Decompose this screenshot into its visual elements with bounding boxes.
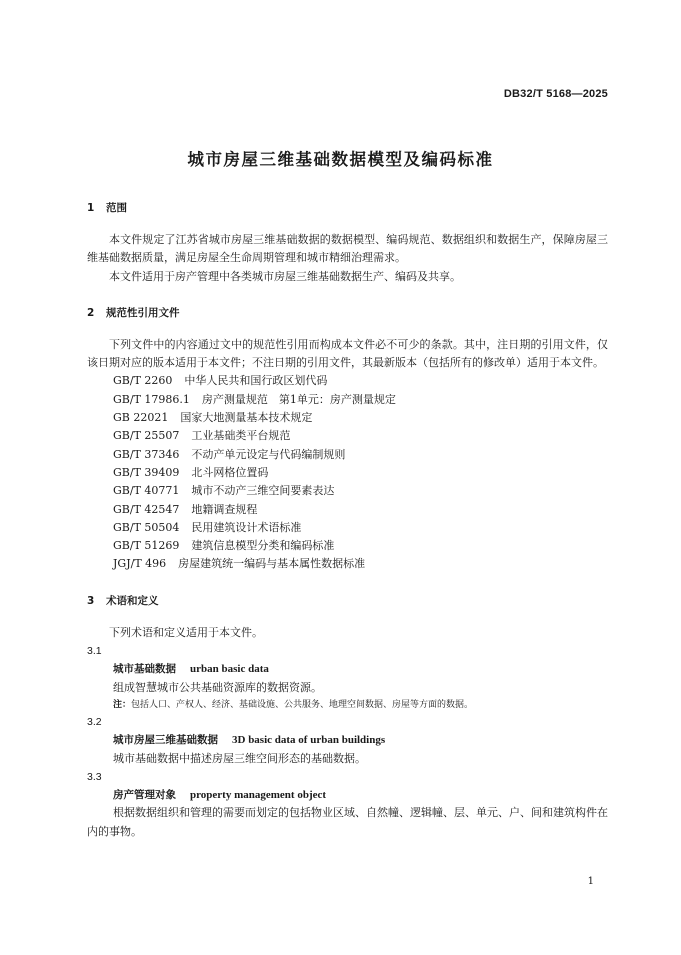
section-number: 2 xyxy=(87,306,95,319)
term-definition: 组成智慧城市公共基础资源库的数据资源。 xyxy=(113,680,322,694)
term-zh: 城市基础数据 xyxy=(113,663,176,676)
reference-code: GB/T 25507 xyxy=(113,429,180,443)
reference-name: 北斗网格位置码 xyxy=(191,465,269,479)
reference-name: 不动产单元设定与代码编制规则 xyxy=(191,447,346,461)
reference-code: GB/T 17986.1 xyxy=(113,392,190,406)
term-heading xyxy=(113,786,608,804)
section-heading-normative-refs xyxy=(87,304,608,322)
page-number: 1 xyxy=(587,876,594,887)
reference-code: GB/T 42547 xyxy=(113,502,180,516)
term-number: 3.3 xyxy=(87,770,102,783)
reference-item xyxy=(113,519,608,537)
scope-paragraph: 本文件规定了江苏省城市房屋三维基础数据的数据模型、编码规范、数据组织和数据生产，保障房屋三维基础数据质量，满足房屋全生命周期管理和城市精细治理需求。 xyxy=(87,233,608,265)
section-title: 规范性引用文件 xyxy=(106,306,180,319)
reference-name: 房产测量规范 第1单元：房产测量规定 xyxy=(201,392,396,406)
term-heading xyxy=(113,660,608,678)
reference-name: 国家大地测量基本技术规定 xyxy=(180,411,313,425)
normative-refs-intro: 下列文件中的内容通过文中的规范性引用而构成本文件必不可少的条款。其中，注日期的引用文件，仅该日期对应的版本适用于本文件；不注日期的引用文件，其最新版本（包括所有的修改单）适用于本文件。 xyxy=(87,337,608,370)
reference-item xyxy=(113,482,608,500)
reference-name: 中华人民共和国行政区划代码 xyxy=(184,374,328,388)
section-title: 范围 xyxy=(106,202,127,214)
reference-name: 地籍调查规程 xyxy=(191,502,258,516)
reference-item xyxy=(113,372,608,390)
term-zh: 城市房屋三维基础数据 xyxy=(113,734,218,747)
document-title: 城市房屋三维基础数据模型及编码标准 xyxy=(187,150,494,169)
section-number: 1 xyxy=(87,202,95,214)
term-number: 3.1 xyxy=(87,645,102,658)
reference-code: GB/T 50504 xyxy=(113,520,180,534)
term-number: 3.2 xyxy=(87,715,102,728)
standard-code: DB32/T 5168—2025 xyxy=(503,88,608,100)
term-definition: 根据数据组织和管理的需要而划定的包括物业区域、自然幢、逻辑幢、层、单元、户、间和建筑构件在内的事物。 xyxy=(87,806,608,838)
reference-name: 建筑信息模型分类和编码标准 xyxy=(191,539,335,553)
term-definition: 城市基础数据中描述房屋三维空间形态的基础数据。 xyxy=(113,751,366,765)
reference-item xyxy=(113,537,608,555)
term-heading xyxy=(113,731,608,749)
term-en: 3D basic data of urban buildings xyxy=(232,734,386,747)
reference-item xyxy=(113,427,608,445)
reference-code: GB/T 37346 xyxy=(113,447,180,461)
reference-name: 民用建筑设计术语标准 xyxy=(191,520,302,534)
reference-name: 城市不动产三维空间要素表达 xyxy=(191,484,335,498)
reference-item xyxy=(113,446,608,464)
reference-item xyxy=(113,409,608,427)
reference-code: GB/T 39409 xyxy=(113,465,180,479)
term-note xyxy=(113,697,608,713)
term-en: urban basic data xyxy=(190,663,269,676)
reference-code: GB/T 2260 xyxy=(113,374,173,388)
reference-name: 房屋建筑统一编码与基本属性数据标准 xyxy=(178,557,366,571)
note-label: 注： xyxy=(113,699,132,710)
terms-intro: 下列术语和定义适用于本文件。 xyxy=(109,625,263,639)
term-zh: 房产管理对象 xyxy=(113,789,176,802)
reference-code: JGJ/T 496 xyxy=(113,557,167,571)
reference-item xyxy=(113,464,608,482)
reference-item xyxy=(113,555,608,573)
scope-paragraph: 本文件适用于房产管理中各类城市房屋三维基础数据生产、编码及共享。 xyxy=(109,269,461,283)
reference-name: 工业基础类平台规范 xyxy=(191,429,291,443)
reference-item xyxy=(113,391,608,409)
reference-list xyxy=(87,372,608,573)
reference-code: GB/T 51269 xyxy=(113,539,180,553)
reference-code: GB/T 40771 xyxy=(113,484,180,498)
reference-item xyxy=(113,501,608,519)
section-heading-scope xyxy=(87,199,608,217)
note-text: 包括人口、产权人、经济、基础设施、公共服务、地理空间数据、房屋等方面的数据。 xyxy=(131,699,474,710)
reference-code: GB 22021 xyxy=(113,411,169,425)
term-en: property management object xyxy=(190,789,327,802)
section-heading-terms xyxy=(87,592,608,610)
section-title: 术语和定义 xyxy=(106,594,159,607)
document-body xyxy=(87,199,608,841)
section-number: 3 xyxy=(87,594,95,607)
